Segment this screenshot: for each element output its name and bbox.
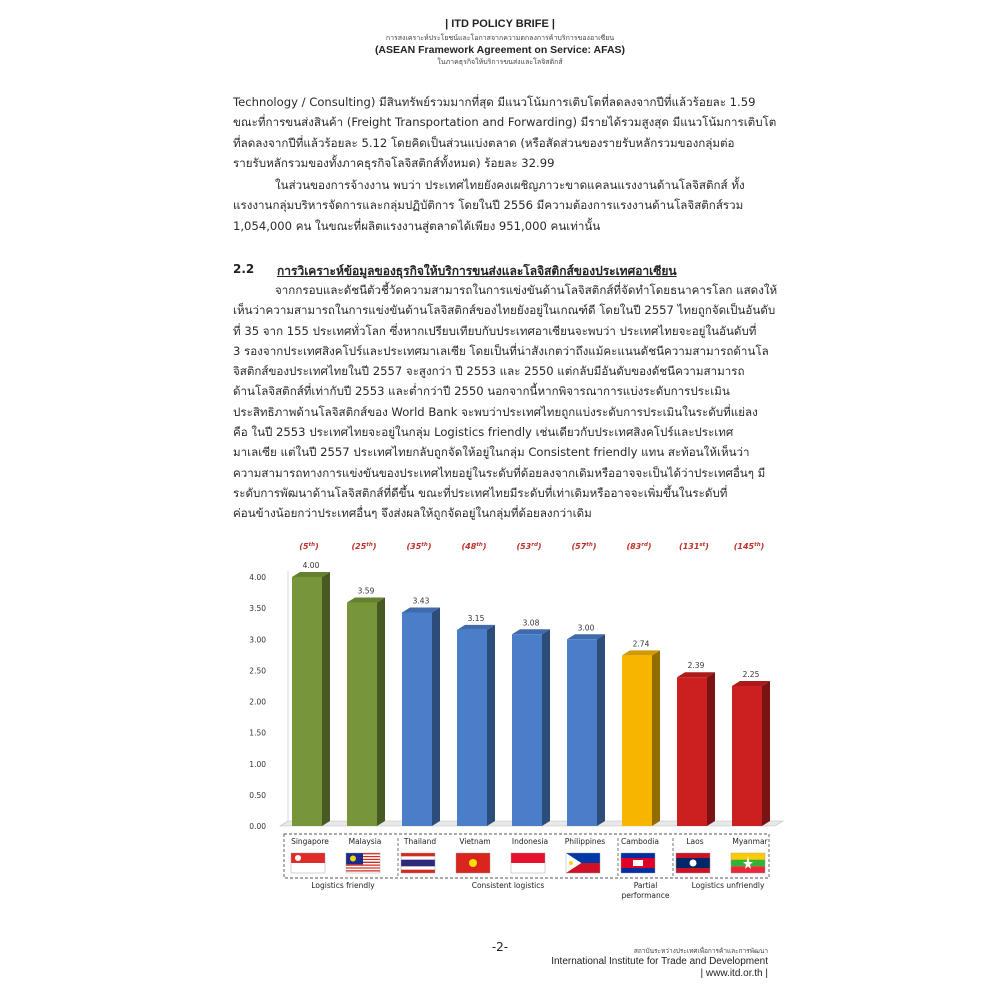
category-label: Thailand <box>403 837 437 846</box>
paragraph-line: ที่ลดลงจากปีที่แล้วร้อยละ 5.12 โดยคิดเป็นส่วนแบ่งตลาด (หรือสัดส่วนของรายรับหลักรวมของกลุ่มต่อ <box>233 135 735 150</box>
bar-side <box>597 634 605 826</box>
bar-value-label: 2.39 <box>687 661 705 671</box>
y-tick-label: 4.00 <box>249 573 266 582</box>
category-label: Malaysia <box>348 837 382 846</box>
rank-label: (145th) <box>733 542 765 551</box>
bar-value-label: 3.59 <box>357 586 375 596</box>
rank-label: (5th) <box>299 542 319 551</box>
laos-flag <box>676 853 710 873</box>
group-label: Logistics unfriendly <box>691 881 765 890</box>
page-number: -2- <box>491 940 509 954</box>
category-label: Vietnam <box>459 837 491 846</box>
thailand-flag <box>401 853 435 873</box>
paragraph-line: ค่อนข้างน้อยกว่าประเทศอื่นๆ จึงส่งผลให้ถูกจัดอยู่ในกลุ่มที่ด้อยลงกว่าเดิม <box>233 506 592 521</box>
rank-label: (131st) <box>679 542 709 551</box>
category-label: Cambodia <box>621 837 659 846</box>
category-label: Singapore <box>291 837 329 846</box>
paragraph-line: จากกรอบและดัชนีตัวชี้วัดความสามารถในการแข่งขันด้านโลจิสติกส์ที่จัดทำโดยธนาคารโลก แสดงให้ <box>275 283 778 297</box>
malaysia-flag <box>346 853 380 873</box>
bar-value-label: 2.25 <box>742 669 760 679</box>
cambodia-flag <box>621 853 655 873</box>
y-tick-label: 0.50 <box>249 790 266 800</box>
y-tick-label: 1.50 <box>249 728 266 738</box>
paragraph-2 <box>233 175 745 236</box>
bar-side <box>377 598 385 826</box>
paragraph-line: ในส่วนของการจ้างงาน พบว่า ประเทศไทยยังคงเผชิญภาวะขาดแคลนแรงงานด้านโลจิสติกส์ ทั้ง <box>275 178 745 192</box>
bar-side <box>322 572 330 826</box>
bar-value-label: 3.08 <box>522 618 540 628</box>
bar-side <box>432 607 440 826</box>
header-subtitle2-th: ในภาคธุรกิจให้บริการขนส่งและโลจิสติกส์ <box>437 58 563 66</box>
header-afas: (ASEAN Framework Agreement on Service: AFAS) <box>374 44 626 56</box>
paragraph-line: Technology / Consulting) มีสินทรัพย์รวมมากที่สุด มีแนวโน้มการเติบโตที่ลดลงจากปีที่แล้วร้อยละ 1.59 <box>233 95 756 109</box>
bar <box>292 577 322 826</box>
y-tick-label: 3.50 <box>249 604 266 614</box>
footer-institute-th: สถาบันระหว่างประเทศเพื่อการค้าและการพัฒนา <box>633 947 768 955</box>
header-subtitle-th: การสงเคราะห์ประโยชน์และโอกาสจากความตกลงการค้าบริการของอาเซียน <box>385 34 615 42</box>
y-tick-label: 1.00 <box>249 759 266 769</box>
y-tick-label: 0.00 <box>249 822 266 831</box>
paragraph-1 <box>233 92 776 173</box>
paragraph-line: แรงงานกลุ่มบริหารจัดการและกลุ่มปฏิบัติการ โดยในปี 2556 มีความต้องการแรงงานด้านโลจิสติกส์รวม <box>233 198 744 213</box>
category-label: Philippines <box>564 837 606 846</box>
bar-value-label: 4.00 <box>302 561 320 570</box>
paragraph-line: มาเลเซีย แต่ในปี 2557 ประเทศไทยกลับถูกจัดให้อยู่ในกลุ่ม Consistent friendly แทน สะท้อนให้เห็นว่า <box>233 445 750 460</box>
bar-value-label: 2.74 <box>632 639 650 649</box>
y-tick-label: 3.00 <box>249 635 266 645</box>
paragraph-line: ระดับการพัฒนาด้านโลจิสติกส์ที่ดีขึ้น ขณะที่ประเทศไทยมีระดับที่เท่าเดิมหรืออาจจะเพิ่มขึ้นในระดับที่ <box>233 485 728 500</box>
singapore-flag <box>291 853 325 873</box>
paragraph-line: ด้านโลจิสติกส์ที่เท่ากับปี 2553 และต่ำกว่าปี 2550 นอกจากนี้หากพิจารณาการแบ่งระดับการประเมิน <box>233 384 730 399</box>
bar-side <box>707 672 715 826</box>
indonesia-flag <box>511 853 545 873</box>
category-label: Laos <box>686 837 704 846</box>
category-label: Myanmar <box>732 837 768 846</box>
bar <box>347 603 377 826</box>
group-label: Consistent logistics <box>471 881 545 890</box>
bar <box>622 655 652 826</box>
paragraph-line: คือ ในปี 2553 ประเทศไทยจะอยู่ในกลุ่ม Logistics friendly เช่นเดียวกับประเทศสิงคโปร์และประเทศ <box>233 425 734 440</box>
footer-institute: International Institute for Trade and Development <box>551 956 768 967</box>
paragraph-line: จิสติกส์ของประเทศไทยในปี 2557 จะสูงกว่า ปี 2553 และ 2550 แต่กลับมีอันดับของดัชนีความสามารถ <box>233 364 745 379</box>
section-title: การวิเคราะห์ข้อมูลของธุรกิจให้บริการขนส่งและโลจิสติกส์ของประเทศอาเซียน <box>277 264 677 278</box>
group-label: Logistics friendly <box>311 881 375 890</box>
rank-label: (57th) <box>571 542 597 551</box>
bar <box>402 612 432 826</box>
paragraph-3 <box>233 280 777 524</box>
bar-value-label: 3.00 <box>577 623 595 633</box>
section-number: 2.2 <box>233 262 255 276</box>
bar <box>677 677 707 826</box>
myanmar-flag <box>731 853 765 873</box>
bar <box>512 634 542 826</box>
paragraph-line: รายรับหลักรวมของทั้งภาคธุรกิจโลจิสติกส์ทั้งหมด) ร้อยละ 32.99 <box>233 155 555 170</box>
bar-value-label: 3.15 <box>467 613 485 623</box>
bar-side <box>762 681 770 826</box>
paragraph-line: 3 รองจากประเทศสิงคโปร์และประเทศมาเลเซีย โดยเป็นที่น่าสังเกตว่าถึงแม้คะแนนดัชนีความสามารถด้านโล <box>233 343 769 358</box>
bar <box>567 639 597 826</box>
bar <box>732 686 762 826</box>
bar-side <box>487 625 495 826</box>
paragraph-line: ที่ 35 จาก 155 ประเทศทั่วโลก ซึ่งหากเปรียบเทียบกับประเทศอาเซียนจะพบว่า ประเทศไทยจะอยู่ในอันดับที่ <box>233 323 757 338</box>
y-tick-label: 2.00 <box>249 697 266 707</box>
category-label: Indonesia <box>511 837 549 846</box>
rank-label: (48th) <box>461 542 487 551</box>
bar-side <box>652 650 660 826</box>
rank-label: (83rd) <box>626 542 652 551</box>
y-tick-label: 2.50 <box>249 666 266 676</box>
paragraph-line: เห็นว่าความสามารถในการแข่งขันด้านโลจิสติกส์ของไทยยังอยู่ในเกณฑ์ดี โดยในปี 2557 ไทยถูกจัดเป็นอันดับ <box>233 303 776 318</box>
bar-side <box>542 629 550 826</box>
footer-url: | www.itd.or.th | <box>700 968 768 979</box>
lpi-bar-chart <box>230 535 790 900</box>
group-label: performance <box>621 891 670 900</box>
paragraph-line: ประสิทธิภาพด้านโลจิสติกส์ของ World Bank จะพบว่าประเทศไทยถูกแบ่งระดับการประเมินในระดับที่แย่ลง <box>233 404 758 419</box>
paragraph-line: 1,054,000 คน ในขณะที่ผลิตแรงงานสู่ตลาดได้เพียง 951,000 คนเท่านั้น <box>233 218 601 233</box>
philippines-flag <box>566 853 600 873</box>
vietnam-flag <box>456 853 490 873</box>
bar-value-label: 3.43 <box>412 596 430 606</box>
bar <box>457 630 487 826</box>
chart-svg <box>230 535 790 900</box>
group-label: Partial <box>633 881 658 890</box>
rank-label: (25th) <box>351 542 377 551</box>
rank-label: (35th) <box>406 542 432 551</box>
rank-label: (53rd) <box>516 542 542 551</box>
paragraph-line: ความสามารถทางการแข่งขันของประเทศไทยอยู่ในระดับที่ด้อยลงจากเดิมหรืออาจจะเป็นได้ว่าประเทศอื่นๆ มี <box>233 465 766 480</box>
header-title: | ITD POLICY BRIFE | <box>445 18 555 30</box>
paragraph-line: ขณะที่การขนส่งสินค้า (Freight Transportation and Forwarding) มีรายได้รวมสูงสุด มีแนวโน้มการเติบโต <box>233 115 777 130</box>
